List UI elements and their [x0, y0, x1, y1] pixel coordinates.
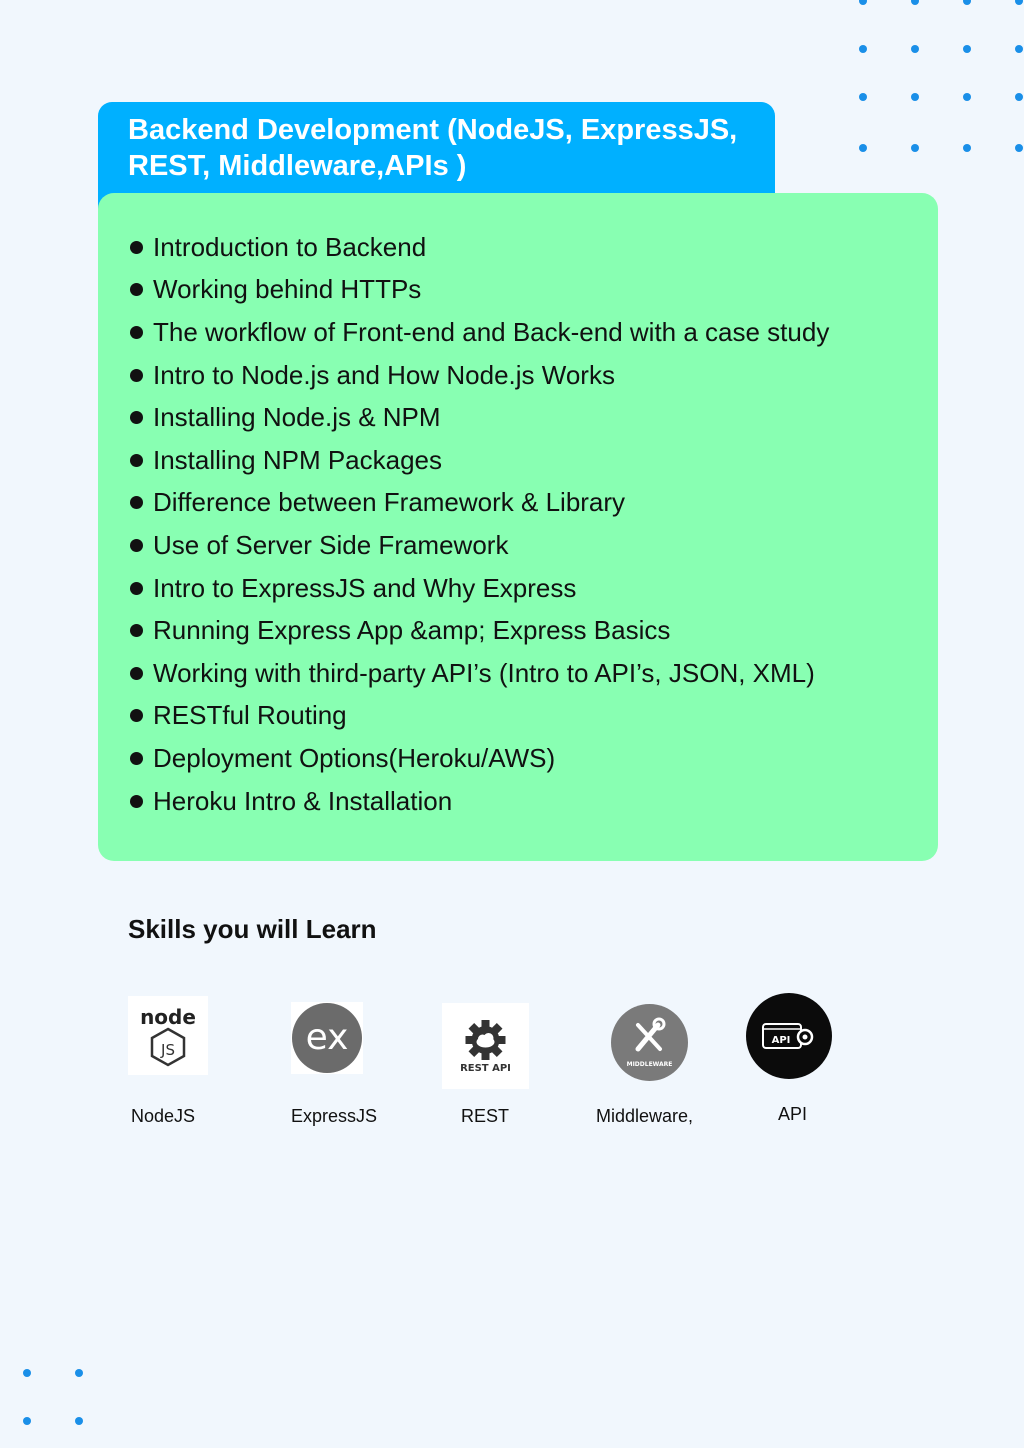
api-logo-text: API: [771, 1035, 791, 1046]
topic-text: Deployment Options(Heroku/AWS): [153, 742, 556, 773]
topic-item: [130, 396, 829, 439]
topic-item: [130, 226, 829, 269]
topic-text: Working behind HTTPs: [153, 274, 422, 305]
skills-heading: Skills you will Learn: [128, 914, 377, 944]
nodejs-logo-js: JS: [161, 1041, 175, 1059]
topic-text: Working with third-party API’s (Intro to API’s, JSON, XML): [153, 657, 815, 688]
nodejs-logo-wordmark: node: [140, 1005, 196, 1029]
skill-label-middleware: Middleware,: [596, 1106, 694, 1126]
topic-item: [130, 311, 829, 354]
topic-item: [130, 354, 829, 397]
bullet-icon: [130, 369, 143, 382]
bullet-icon: [130, 411, 143, 424]
course-title: Backend Development (NodeJS, ExpressJS, REST, Middleware,APIs ): [128, 114, 738, 182]
topic-item: [130, 269, 829, 312]
topic-list: [130, 226, 829, 822]
topic-item: [130, 524, 829, 567]
middleware-tools-icon: [610, 1003, 689, 1082]
topic-text: Intro to Node.js and How Node.js Works: [153, 359, 615, 390]
topic-text: Running Express App &amp; Express Basics: [153, 615, 671, 646]
bullet-icon: [130, 752, 143, 765]
topic-item: [130, 780, 829, 823]
bullet-icon: [130, 283, 143, 296]
bullet-icon: [130, 582, 143, 595]
skill-label-api: API: [778, 1104, 808, 1124]
rest-api-logo-text: REST API: [460, 1063, 511, 1074]
bullet-icon: [130, 624, 143, 637]
skill-label-expressjs: ExpressJS: [291, 1106, 378, 1126]
nodejs-logo: [128, 996, 208, 1075]
topic-text: Difference between Framework & Library: [153, 487, 626, 518]
bullet-icon: [130, 795, 143, 808]
topic-item: [130, 737, 829, 780]
topic-text: Intro to ExpressJS and Why Express: [153, 572, 577, 603]
topic-item: [130, 567, 829, 610]
topic-item: [130, 482, 829, 525]
topic-text: The workflow of Front-end and Back-end with a case study: [153, 316, 830, 347]
api-gear-icon: [745, 992, 833, 1080]
topic-text: Heroku Intro & Installation: [153, 785, 453, 816]
rest-api-gear-icon: [442, 1003, 529, 1089]
topic-item: [130, 439, 829, 482]
bullet-icon: [130, 667, 143, 680]
topic-text: Installing NPM Packages: [153, 444, 443, 475]
topic-item: [130, 695, 829, 738]
bullet-icon: [130, 709, 143, 722]
express-logo-text: ex: [305, 1017, 349, 1058]
bullet-icon: [130, 241, 143, 254]
topic-text: Introduction to Backend: [153, 231, 427, 262]
topic-text: Installing Node.js & NPM: [153, 402, 441, 433]
bullet-icon: [130, 454, 143, 467]
express-logo: [291, 1002, 363, 1074]
middleware-logo-text: MIDDLEWARE: [626, 1061, 673, 1068]
skill-label-nodejs: NodeJS: [131, 1106, 196, 1126]
topic-text: Use of Server Side Framework: [153, 529, 509, 560]
topic-item: [130, 609, 829, 652]
topic-item: [130, 652, 829, 695]
topic-text: RESTful Routing: [153, 700, 347, 731]
bullet-icon: [130, 496, 143, 509]
bullet-icon: [130, 326, 143, 339]
skill-label-rest: REST: [461, 1106, 510, 1126]
bullet-icon: [130, 539, 143, 552]
